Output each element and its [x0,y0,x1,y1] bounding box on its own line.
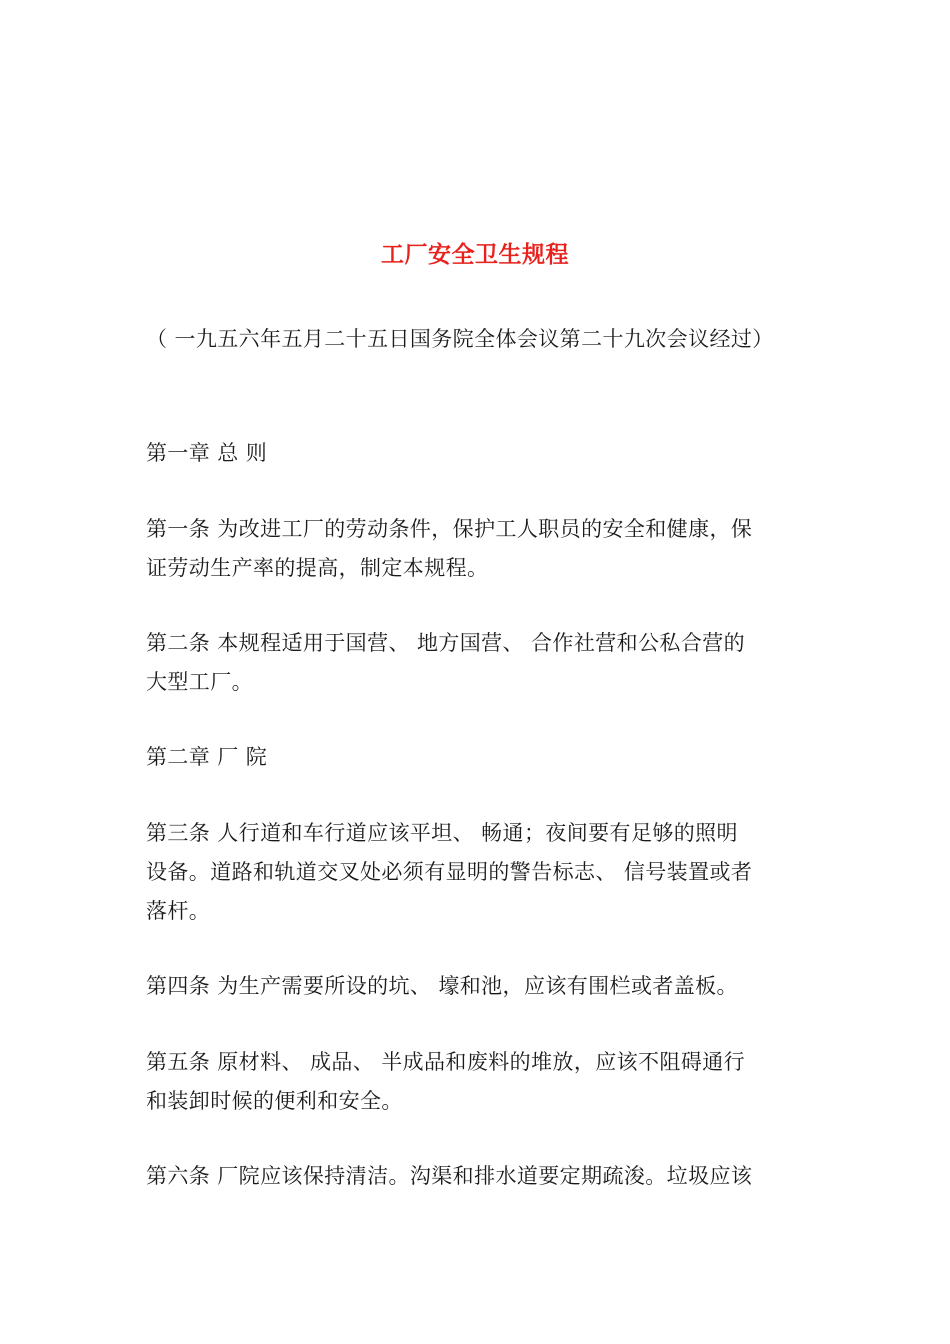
document-subtitle: （ 一九五六年五月二十五日国务院全体会议第二十九次会议经过） [146,327,774,351]
document-title: 工厂安全卫生规程 [381,242,569,268]
article-paragraph [146,510,812,588]
text-line: 第一条 为改进工厂的劳动条件，保护工人职员的安全和健康，保 [146,517,753,541]
article-paragraph [146,1043,812,1121]
text-line: 第四条 为生产需要所设的坑、 壕和池，应该有围栏或者盖板。 [146,974,738,998]
chapter-heading [146,434,812,473]
article-paragraph [146,1157,812,1196]
article-paragraph [146,967,812,1006]
text-line: 大型工厂。 [146,670,253,694]
chapter-heading [146,738,812,777]
text-line: 第二条 本规程适用于国营、 地方国营、 合作社营和公私合营的 [146,631,746,655]
text-line: 第六条 厂院应该保持清洁。沟渠和排水道要定期疏浚。垃圾应该 [146,1164,753,1188]
text-line: 第三条 人行道和车行道应该平坦、 畅通；夜间要有足够的照明 [146,821,738,845]
text-line: 证劳动生产率的提高，制定本规程。 [146,556,489,580]
text-line: 设备。道路和轨道交叉处必须有显明的警告标志、 信号装置或者 [146,860,753,884]
text-line: 第一章 总 则 [146,441,268,465]
text-line: 和装卸时候的便利和安全。 [146,1089,403,1113]
text-line: 落杆。 [146,899,211,923]
text-line: 第五条 原材料、 成品、 半成品和废料的堆放，应该不阻碍通行 [146,1050,746,1074]
article-paragraph [146,814,812,931]
article-paragraph [146,624,812,702]
text-line: 第二章 厂 院 [146,745,268,769]
